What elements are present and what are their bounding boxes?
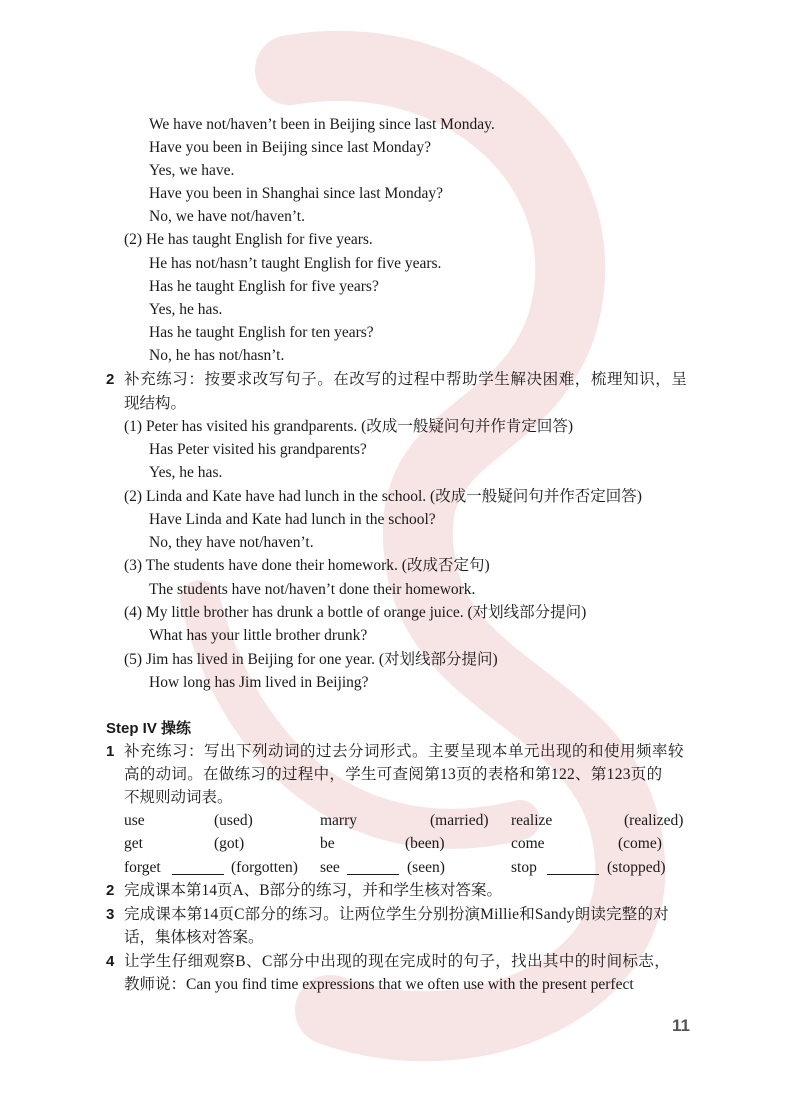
verb-participle: (forgotten) [231,859,298,876]
example-label: (2) He has taught English for five years. [124,231,373,248]
verb-participle: (used) [214,812,253,829]
instruction-text: 让学生仔细观察B、C部分中出现的现在完成时的句子，找出其中的时间标志， [124,953,671,970]
verb-word: marry [320,812,358,829]
verb-word: be [320,835,335,852]
verb-word: realize [511,812,553,829]
page-number: 11 [672,1016,690,1035]
verb-participle: (come) [618,835,662,852]
text-line: He has not/hasn’t taught English for five years. [149,255,442,272]
item-number: 2 [106,882,115,899]
instruction-text: 补充练习：按要求改写句子。在改写的过程中帮助学生解决困难，梳理知识，呈 [124,371,688,388]
exercise-question: (3) The students have done their homework. (改成否定句) [124,557,490,574]
exercise-answer: How long has Jim lived in Beijing? [149,674,369,691]
instruction-text: 高的动词。在做练习的过程中，学生可查阅第13页的表格和第122、第123页的 [124,766,663,783]
verb-participle: (got) [214,835,245,852]
verb-participle: (realized) [624,812,684,829]
exercise-question: (2) Linda and Kate have had lunch in the school. (改成一般疑问句并作否定回答) [124,488,642,505]
text-line: Has he taught English for five years? [149,278,379,295]
text-line: Have you been in Beijing since last Monday? [149,139,431,156]
text-line: No, we have not/haven’t. [149,208,305,225]
instruction-text: 教师说：Can you find time expressions that we often use with the present perfect [124,976,634,993]
instruction-text: 话，集体核对答案。 [124,929,264,946]
answer-blank [547,862,599,875]
item-number: 2 [106,371,115,388]
verb-participle: (been) [405,835,445,852]
item-number: 1 [106,743,115,760]
text-line: We have not/haven’t been in Beijing since last Monday. [149,116,495,133]
instruction-text: 现结构。 [124,395,187,412]
text-line: No, he has not/hasn’t. [149,347,285,364]
text-line: Yes, we have. [149,162,235,179]
instruction-text: 完成课本第14页A、B部分的练习，并和学生核对答案。 [124,882,503,899]
text-line: Have you been in Shanghai since last Monday? [149,185,443,202]
answer-blank [172,862,224,875]
verb-participle: (stopped) [607,859,666,876]
exercise-question: (5) Jim has lived in Beijing for one year. (对划线部分提问) [124,651,498,668]
exercise-answer: Have Linda and Kate had lunch in the school? [149,511,436,528]
exercise-answer: The students have not/haven’t done their homework. [149,581,476,598]
verb-word: come [511,835,545,852]
exercise-question: (4) My little brother has drunk a bottle of orange juice. (对划线部分提问) [124,604,587,621]
verb-word: get [124,835,143,852]
exercise-answer: Has Peter visited his grandparents? [149,441,367,458]
verb-word: see [320,859,340,876]
exercise-answer: Yes, he has. [149,464,223,481]
verb-participle: (seen) [407,859,445,876]
instruction-text: 完成课本第14页C部分的练习。让两位学生分别扮演Millie和Sandy朗读完整的对 [124,906,669,923]
exercise-answer: What has your little brother drunk? [149,627,368,644]
instruction-text: 补充练习：写出下列动词的过去分词形式。主要呈现本单元出现的和使用频率较 [124,743,685,760]
exercise-question: (1) Peter has visited his grandparents. (改成一般疑问句并作肯定回答) [124,418,574,435]
verb-word: forget [124,859,161,876]
verb-word: use [124,812,145,829]
exercise-answer: No, they have not/haven’t. [149,534,314,551]
answer-blank [347,862,399,875]
verb-participle: (married) [430,812,489,829]
item-number: 4 [106,953,115,970]
verb-word: stop [511,859,537,876]
section-heading: Step IV 操练 [106,720,192,737]
item-number: 3 [106,906,115,923]
text-line: Has he taught English for ten years? [149,324,374,341]
instruction-text: 不规则动词表。 [124,789,233,806]
text-line: Yes, he has. [149,301,223,318]
